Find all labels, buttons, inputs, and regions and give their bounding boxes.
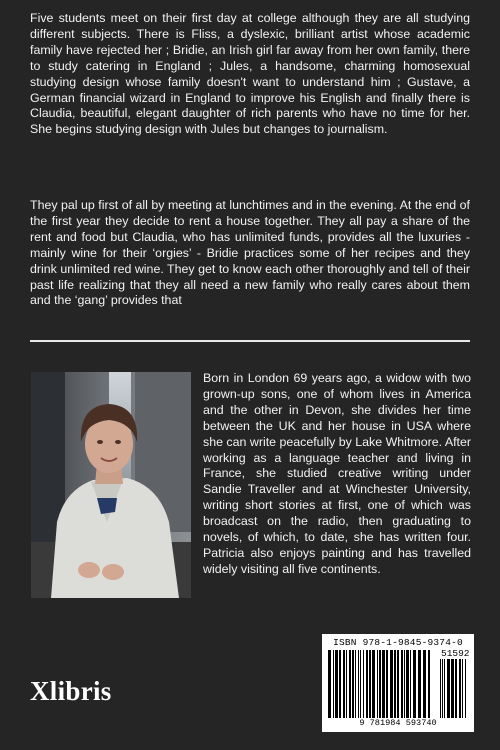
author-photo [31,372,191,598]
divider-rule [30,340,470,342]
author-bio: Born in London 69 years ago, a widow with two grown-up sons, one of whom lives in America and the other in Devon, she divides her time between the UK and her house in USA where she can write peacefully by Lake Whitmore. After working as a language teacher and living in France, she studied creative writing under Sandie Traveller and at Winchester University, writing short stories at first, one of which was broadcast on the radio, then graduating to novels, of which, to date, she has written four. Patricia also enjoys painting and has travelled widely visiting all five continents. [203,371,471,576]
barcode-digits: 9 781984 593740 [359,718,437,728]
isbn-label: ISBN 978-1-9845-9374-0 [333,637,463,648]
price-code: 51592 [441,648,470,659]
publisher-logo: Xlibris [30,676,112,706]
synopsis-paragraph-1: Five students meet on their first day at college although they are all studying different subjects. There is Fliss, a dyslexic, brilliant artist whose academic family have rejected her ; Bridie, an Irish girl far away from her own family, there to study catering in England ; Jules, a handsome, charming homosexual studying design whose family doesn't want to understand him ; Gustave, a German financial wizard in England to improve his English and finally there is Claudia, beautiful, elegant daughter of rich parents who have no time for her. She begins studying design with Jules but changes to journalism. [30,11,470,137]
synopsis-paragraph-2: They pal up first of all by meeting at lunchtimes and in the evening. At the end of the first year they decide to rent a house together. They all pay a share of the rent and food but Claudia, who has unlimited funds, provides all the luxuries - mainly wine for their ‘orgies’ - Bridie practices some of her recipes and they drink unlimited red wine. They get to know each other thoroughly and tell of their past life realizing that they all need a new family who really cares about them and the ‘gang’ provides that [30,198,470,308]
isbn-barcode [322,634,474,732]
